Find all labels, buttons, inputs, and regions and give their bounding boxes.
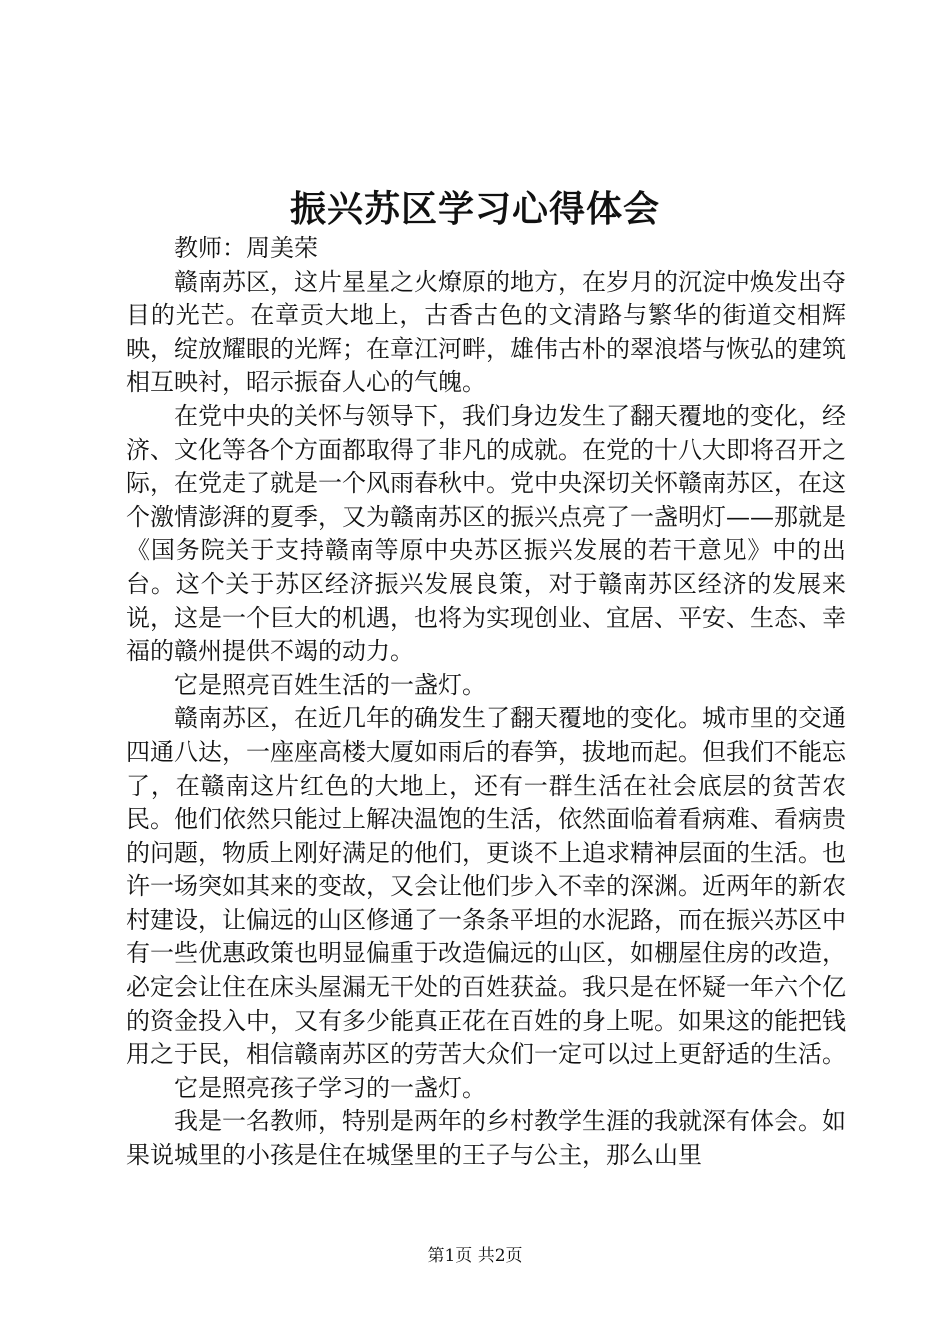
paragraph: 赣南苏区，在近几年的确发生了翻天覆地的变化。城市里的交通四通八达，一座座高楼大厦如雨后的春笋，拔地而起。但我们不能忘了，在赣南这片红色的大地上，还有一群生活在社会底层的贫苦农民。他们依然只能过上解决温饱的生活，依然面临着看病难、看病贵的问题，物质上刚好满足的他们，更谈不上追求精神层面的生活。也许一场突如其来的变故，又会让他们步入不幸的深渊。近两年的新农村建设，让偏远的山区修通了一条条平坦的水泥路，而在振兴苏区中有一些优惠政策也明显偏重于改造偏远的山区，如棚屋住房的改造，必定会让住在床头屋漏无干处的百姓获益。我只是在怀疑一年六个亿的资金投入中，又有多少能真正花在百姓的身上呢。如果这的能把钱用之于民，相信赣南苏区的劳苦大众们一定可以过上更舒适的生活。 xyxy=(126,704,846,1069)
author-line: 教师：周美荣 xyxy=(174,234,318,262)
paragraph: 它是照亮孩子学习的一盏灯。 xyxy=(174,1073,486,1102)
document-title: 振兴苏区学习心得体会 xyxy=(289,188,660,230)
paragraph: 它是照亮百姓生活的一盏灯。 xyxy=(174,670,486,699)
page-number-footer: 第1页 共2页 xyxy=(427,1246,523,1266)
paragraph: 赣南苏区，这片星星之火燎原的地方，在岁月的沉淀中焕发出夺目的光芒。在章贡大地上，古香古色的文清路与繁华的街道交相辉映，绽放耀眼的光辉；在章江河畔，雄伟古朴的翠浪塔与恢弘的建筑相互映衬，昭示振奋人心的气魄。 xyxy=(126,267,846,397)
document-body xyxy=(126,232,846,1173)
paragraph: 在党中央的关怀与领导下，我们身边发生了翻天覆地的变化，经济、文化等各个方面都取得了非凡的成就。在党的十八大即将召开之际，在党走了就是一个风雨春秋中。党中央深切关怀赣南苏区，在这个激情澎湃的夏季，又为赣南苏区的振兴点亮了一盏明灯——那就是《国务院关于支持赣南等原中央苏区振兴发展的若干意见》中的出台。这个关于苏区经济振兴发展良策，对于赣南苏区经济的发展来说，这是一个巨大的机遇，也将为实现创业、宜居、平安、生态、幸福的赣州提供不竭的动力。 xyxy=(126,401,846,666)
paragraph: 我是一名教师，特别是两年的乡村教学生涯的我就深有体会。如果说城里的小孩是住在城堡里的王子与公主，那么山里 xyxy=(126,1107,846,1170)
